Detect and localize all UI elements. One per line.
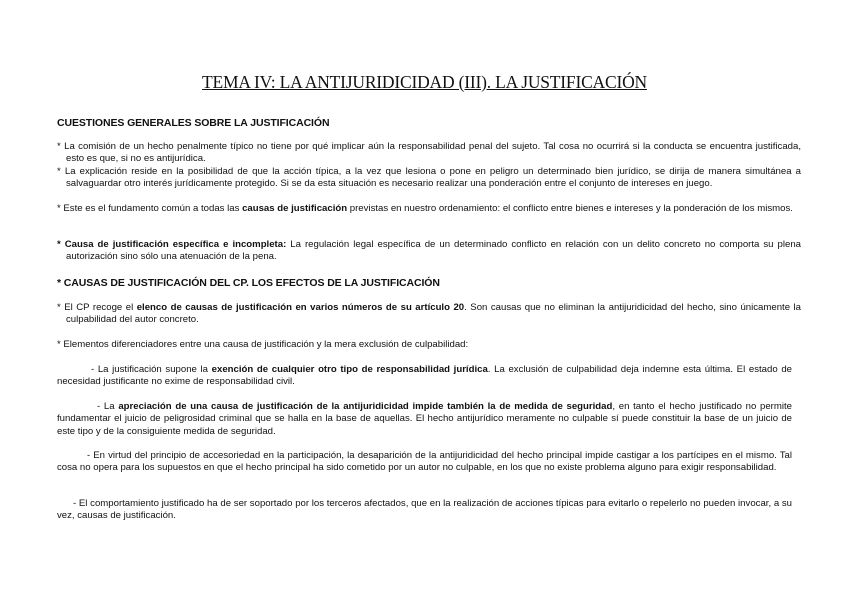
- paragraph-cp-list: * El CP recoge el elenco de causas de justificación en varios números de su artículo 20. Son causas que no eliminan la antijuridicidad del hecho, sino únicamente la culpabilidad del autor concreto.: [57, 302, 802, 326]
- page-title: TEMA IV: LA ANTIJURIDICIDAD (III). LA JUSTIFICACIÓN: [202, 72, 647, 92]
- paragraph-accessoriness: - En virtud del principio de accesoriedad en la participación, la desaparición de la antijuridicidad del hecho principal impide castigar a los partícipes en el mismo. Tal cosa no opera para los supuestos en que el hecho principal ha sido cometido por un autor no culpable, en los que no existe problema alguno para exigir responsabilidad.: [57, 450, 792, 474]
- section-heading-general: CUESTIONES GENERALES SOBRE LA JUSTIFICACIÓN: [57, 117, 330, 129]
- paragraph-explanation: * La explicación reside en la posibilidad de que la acción típica, a la vez que lesiona o pone en peligro un determinado bien jurídico, se dirija de manera simultánea a salvaguardar otro interés jurídicamente protegido. Si se da esta situación es necesario realizar una ponderación entre el conjunto de intereses en juego.: [57, 166, 801, 190]
- paragraph-foundation: * Este es el fundamento común a todas las causas de justificación previstas en nuestro ordenamiento: el conflicto entre bienes e intereses y la ponderación de los mismos.: [57, 203, 793, 214]
- paragraph-differentiating: * Elementos diferenciadores entre una causa de justificación y la mera exclusión de culpabilidad:: [57, 339, 469, 350]
- section-heading-causes: * CAUSAS DE JUSTIFICACIÓN DEL CP. LOS EFECTOS DE LA JUSTIFICACIÓN: [57, 277, 440, 289]
- paragraph-justified-behavior: - El comportamiento justificado ha de ser soportado por los terceros afectados, que en la realización de acciones típicas para evitarlo o repelerlo no pueden invocar, a su vez, causas de justificación.: [57, 498, 792, 522]
- paragraph-security-measure: - La apreciación de una causa de justificación de la antijuridicidad impide también la de medida de seguridad, en tanto el hecho justificado no permite fundamentar el juicio de peligrosidad criminal que se halla en la base de aquellas. El hecho antijurídico meramente no culpable sí puede constituir la base de un juicio de este tipo y de la consiguiente medida de seguridad.: [57, 401, 793, 437]
- paragraph-specific-cause: * Causa de justificación específica e incompleta: La regulación legal específica de un determinado conflicto en relación con un delito concreto no comporta su plena autorización sino sólo una atenuación de la pena.: [57, 239, 801, 263]
- paragraph-exemption: - La justificación supone la exención de cualquier otro tipo de responsabilidad jurídica. La exclusión de culpabilidad deja indemne esta última. El estado de necesidad justificante no exime de responsabilidad civil.: [57, 364, 792, 388]
- paragraph-commission: * La comisión de un hecho penalmente típico no tiene por qué implicar aún la responsabilidad penal del sujeto. Tal cosa no ocurrirá si la conducta se encuentra justificada, esto es que, si no es antijurídica.: [57, 141, 801, 165]
